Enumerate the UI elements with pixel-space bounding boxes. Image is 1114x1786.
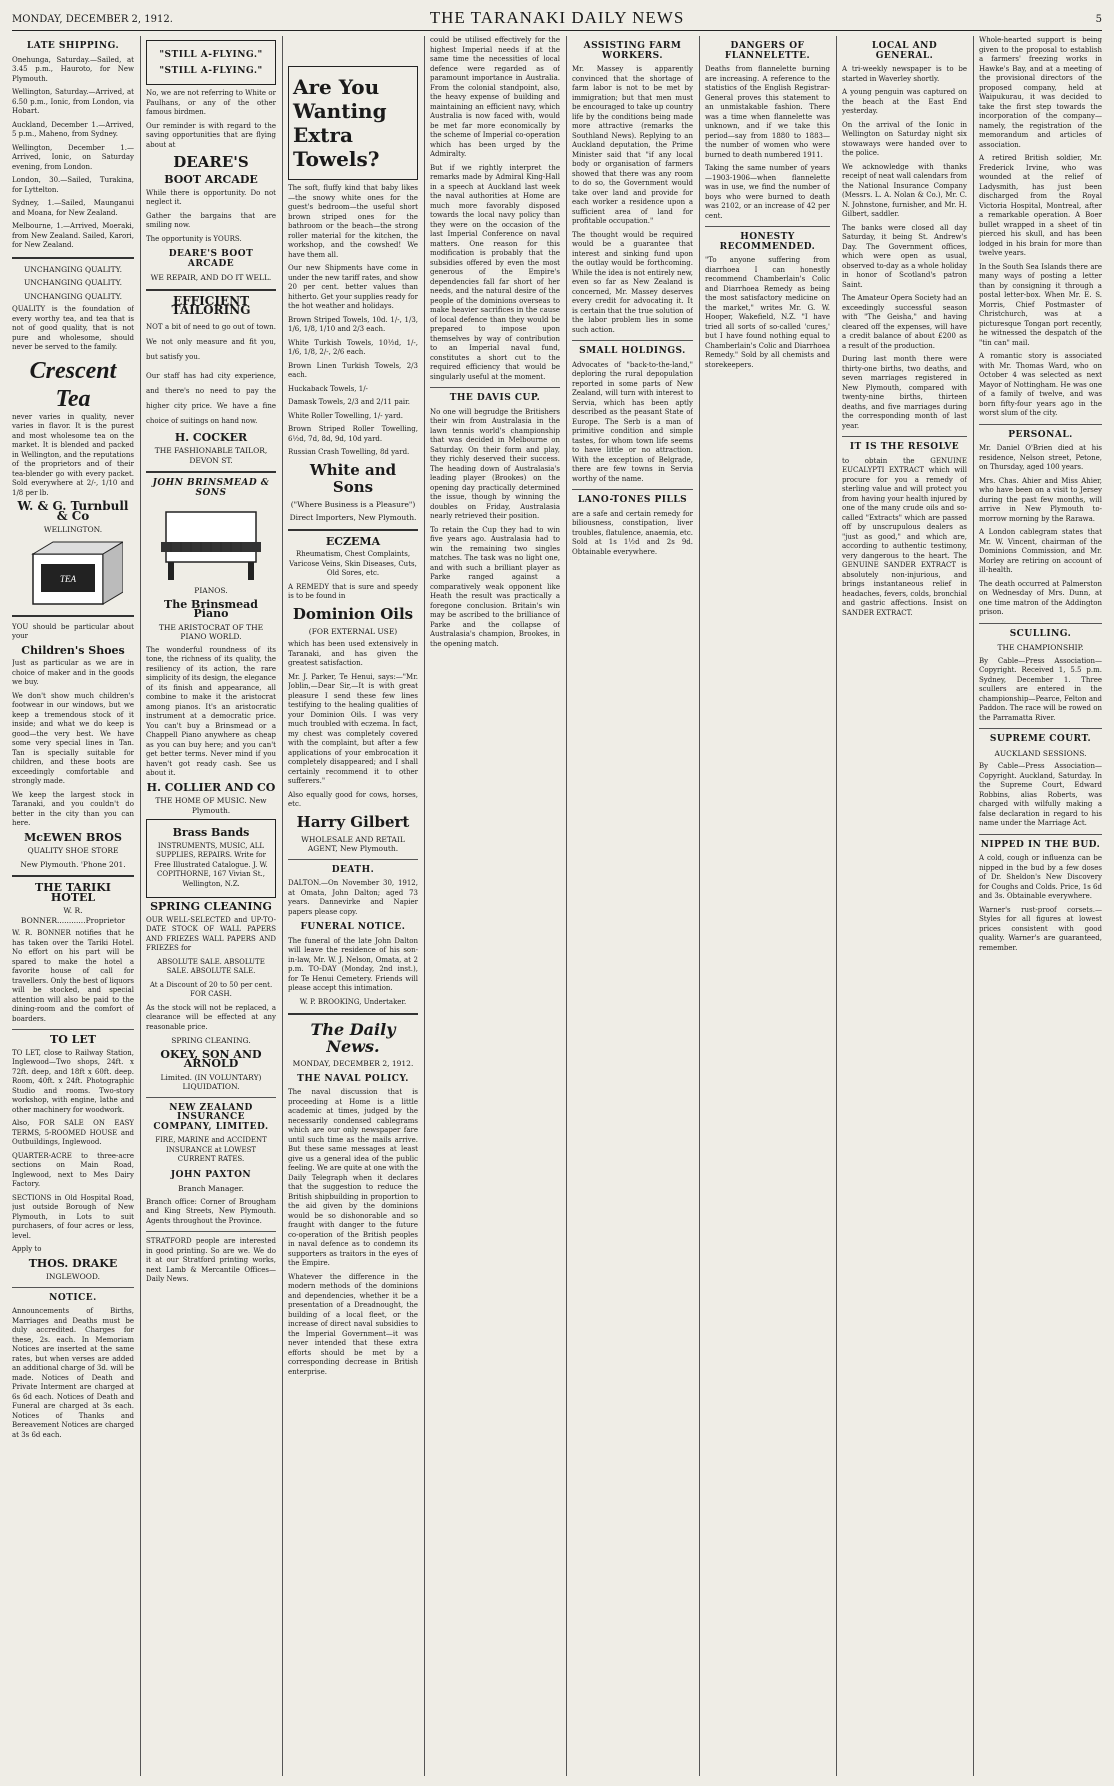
resolve-text: to obtain the GENUINE EUCALYPTI EXTRACT which will procure for you a remedy of sterling value and will protect you from having your health injured by one of the many crude oils and so-called "Extracts" which are passed off by unscrupulous dealers as "just as good," and which are, according to authentic testimony, very dangerous to the heart. The GENUINE SANDER EXTRACT is absolutely non-injurious, and brings instantaneous relief in headaches, fevers, colds, bronchial and gastric affections. Insist on SANDER EXTRACT. — [842, 456, 967, 617]
towel-item: Huckaback Towels, 1/- — [288, 384, 368, 393]
turnbull-city: WELLINGTON. — [43, 525, 103, 534]
paxton-name: JOHN PAXTON — [170, 1169, 252, 1180]
mcewen-name: McEWEN BROS — [24, 830, 122, 844]
gilbert-sub: WHOLESALE AND RETAIL AGENT, New Plymouth. — [301, 834, 405, 853]
still-flying: "STILL A-FLYING." — [159, 65, 263, 76]
towels-text: The soft, fluffy kind that baby likes—the snowy white ones for the guest's bedroom—the useful short brown striped ones for the bathroom or the beach—the strong roller material for the kitchen, the workshop, and the cowshed! We have them all. — [288, 184, 418, 259]
shipping-heading: LATE SHIPPING. — [26, 41, 120, 51]
naval-policy-heading: THE NAVAL POLICY. — [297, 1073, 409, 1084]
white-sons-address: Direct Importers, New Plymouth. — [289, 513, 417, 522]
header-date: MONDAY, DECEMBER 2, 1912. — [12, 14, 173, 25]
deare-sub: BOOT ARCADE — [164, 173, 258, 186]
naval-text: The naval discussion that is proceeding at Home is a little academic at times, judged by the necessarily condensed cablegrams which are our only newspaper fare until such time as the mails arrive. But these same messages at least give us a general idea of the public feeling. We are quite at one with the Daily Telegraph when it declares that the suggestion to reduce the British shipbuilding in proportion to the aid given by the dominions would be so dishonorable and so fraught with danger to the future co-operation of the British peoples in naval defence as to condemn its supporters as traitors in the eyes of the Empire. — [288, 1088, 418, 1267]
lano-tones-heading: LANO-TONES PILLS — [577, 495, 688, 505]
paxton-sub: Branch Manager. — [178, 1184, 244, 1193]
notice-text: Announcements of Births, Marriages and Deaths must be duly accredited. Charges for these, 2s. each. In Memoriam Notices are inserted at the same rates, but when verses are added an additional charge of 3d. will be made. Notices of Death and Private Interment are charged at 6s 6d each. Notices of Death and Funeral are charged at 3s each. Notices of Thanks and Bereavement Notices are charged at 3s 6d each. — [12, 1307, 134, 1439]
white-sons-sub: ("Where Business is a Pleasure") — [290, 499, 416, 509]
tolet-title: TO LET — [50, 1033, 96, 1046]
resolve-heading: IT IS THE RESOLVE — [849, 442, 960, 452]
shoes-text: Just as particular as we are in choice of maker and in the goods we buy. — [12, 659, 134, 686]
okey-sub: Limited. (IN VOLUNTARY) LIQUIDATION. — [160, 1072, 262, 1091]
shoes-text: We don't show much children's footwear in our windows, but we keep a tremendous stock of it inside; and what we do keep is good—the very best. We have some very special lines in Tan. Tan is specially suitable for children, and these boots are exceedingly comfortable and strongly made. — [12, 691, 134, 785]
undertaker: W. P. BROOKING, Undertaker. — [299, 997, 407, 1006]
tolet-text: QUARTER-ACRE to three-acre sections on Main Road, Inglewood, next to Mes Dairy Factory. — [12, 1151, 134, 1188]
paxton-address: Branch office: Corner of Brougham and King Streets, New Plymouth. Agents throughout the Province. — [146, 1197, 276, 1225]
apply-to: Apply to — [12, 1245, 42, 1253]
brinsmead-text: The wonderful roundness of its tone, the richness of its quality, the resiliency of its action, the rare simplicity of its design, the elegance of its finish and appearance, all combine to make it the aristocrat among pianos. It's an aristocratic instrument at a democratic price. You can't buy a Brinsmead or a Chappell Piano anywhere as cheap as you can buy here; and you can't get better terms. Never mind if you haven't got ready cash. See us about it. — [146, 645, 276, 777]
nipped-text: A cold, cough or influenza can be nipped in the bud by a few doses of Dr. Sheldon's New Discovery for Coughs and Colds. Price, 1s 6d and 3s. Obtainable everywhere. — [979, 854, 1102, 900]
shipping-item: Onehunga, Saturday.—Sailed, at 3.45 p.m., Hauroto, for New Plymouth. — [12, 55, 134, 83]
local-item: The banks were closed all day Saturday, it being St. Andrew's Day. The Government offices, which were open as usual, observed to-day as a whole holiday in honor of Scotland's patron Saint. — [842, 223, 967, 289]
brinsmead-sub: THE ARISTOCRAT OF THE PIANO WORLD. — [158, 622, 264, 641]
personal-item: Mr. Daniel O'Brien died at his residence, Nelson street, Petone, on Thursday, aged 100 years. — [979, 444, 1102, 471]
drake-name: THOS. DRAKE — [28, 1256, 118, 1270]
shipping-item: Wellington, Saturday.—Arrived, at 6.50 p.m., Ionic, from London, via Hobart. — [12, 88, 134, 115]
davis-cup-heading: THE DAVIS CUP. — [449, 393, 541, 403]
editorial-date: MONDAY, DECEMBER 2, 1912. — [292, 1059, 414, 1068]
column-rule — [836, 36, 837, 1776]
quality-line: UNCHANGING QUALITY. — [23, 291, 122, 301]
deare-title: DEARE'S — [173, 153, 249, 171]
towel-item: Russian Crash Towelling, 8d yard. — [288, 448, 410, 456]
column-3 — [288, 36, 418, 1776]
crescent-text: never varies in quality, never varies in flavor. It is the purest and most wholesome tea on the market. It is blended and packed in Wellington, and the reputations of the proprietors and of their tea-blender go with every packet. Sold everywhere at 2/-, 1/10 and 1/8 per lb. — [12, 412, 134, 497]
towel-item: White Roller Towelling, 1/- yard. — [288, 411, 404, 420]
flannelette-text: Deaths from flannelette burning are increasing. A reference to the statistics of the English Registrar-General proves this statement to an unmistakable fashion. There was a time when flannelette was unknown, and if we take this period—say from 1880 to 1883—the number of women who were burned to death numbered 1911. — [705, 65, 830, 159]
lano-tones-text: are a safe and certain remedy for biliousness, constipation, liver troubles, flatulence, anaemia, etc. Sold at 1s 1½d and 2s 9d. Obtainable everywhere. — [572, 509, 693, 556]
column-1 — [12, 36, 134, 1776]
still-text: No, we are not referring to White or Paulhans, or any of the other famous birdmen. — [146, 89, 276, 116]
deare-arcade: DEARE'S BOOT ARCADE — [168, 249, 254, 269]
local-item: The Amateur Opera Society had an exceedingly successful season with "The Geisha," and having cleared off the expenses, will have a credit balance of about £200 as a result of the production. — [842, 294, 967, 350]
mcewen-address: New Plymouth. 'Phone 201. — [20, 859, 126, 869]
deare-text: Gather the bargains that are smiling now. — [146, 211, 276, 229]
still-flying: "STILL A-FLYING." — [159, 50, 263, 60]
column-8 — [979, 36, 1102, 1776]
assisting-text: Mr. Massey is apparently convinced that the shortage of farm labor is not to be met by immigration; but that men must be encouraged to take up country life by the conditions being made more attractive (remarks the Southland News). Replying to an Auckland deputation, the Prime Minister said that "if any local body or organisation of farmers showed that there was any room to do so, the Government would take over land and provide for each worker a residence upon a sufficient area of land for profitable occupation." — [572, 65, 693, 225]
deare-repair: WE REPAIR, AND DO IT WELL. — [150, 273, 272, 282]
turnbull-name: W. & G. Turnbull & Co — [17, 499, 129, 523]
supreme-court-text: By Cable—Press Association—Copyright. Auckland, Saturday. In the Supreme Court, Edward Robbins, alias Roberts, was charged with wilfully making a false declaration in regard to his name under the Marriage Act. — [979, 762, 1102, 827]
brinsmead-title: The Brinsmead Piano — [164, 597, 258, 620]
shipping-item: Auckland, December 1.—Arrived, 5 p.m., Maheno, from Sydney. — [12, 120, 134, 138]
local-item: On the arrival of the Ionic in Wellington on Saturday night six stowaways were handed over to the police. — [842, 120, 967, 157]
eczema-text: A REMEDY that is sure and speedy is to be found in — [288, 582, 418, 600]
spring-cleaning-title: SPRING CLEANING — [150, 900, 272, 913]
honesty-text: "To anyone suffering from diarrhoea I can honestly recommend Chamberlain's Colic and Diarrhoea Remedy as being the most satisfactory medicine on the market," writes Mr. G. W. Hooper, Wakefield, N.Z. "I have tried all sorts of so-called 'cures,' but I have found nothing equal to Chamberlain's Colic and Diarrhoea Remedy." Sold by all chemists and storekeepers. — [705, 256, 830, 369]
cocker-name: H. COCKER — [174, 430, 248, 444]
towel-item: Brown Linen Turkish Towels, 2/3 each. — [288, 361, 418, 379]
column-rule — [566, 36, 567, 1776]
brass-bands-text: INSTRUMENTS, MUSIC, ALL SUPPLIES, REPAIRS. Write for Free Illustrated Catalogue. J. W. COPITHORNE, 167 Vivian St., Wellington, N.Z. — [154, 841, 268, 888]
local-item: We acknowledge with thanks receipt of neat wall calendars from the National Insurance Company (Messrs. L. A. Nolan & Co.), Mr. C. N. Johnstone, furnisher, and Mr. H. Gilbert, saddler. — [842, 162, 967, 218]
shoes-title: Children's Shoes — [21, 643, 125, 657]
tailoring-text: NOT a bit of need to go out of town. We not only measure and fit you, but satisfy you. — [146, 322, 276, 361]
tolet-text: Also, FOR SALE ON EASY TERMS, 5-ROOMED HOUSE and Outbuildings, Inglewood. — [12, 1119, 134, 1146]
shipping-item: London, 30.—Sailed, Turakina, for Lyttelton. — [12, 176, 134, 194]
shipping-item: Melbourne, 1.—Arrived, Moeraki, from New Zealand. Sailed, Karori, for New Zealand. — [12, 222, 134, 249]
local-general-heading: LOCAL AND GENERAL. — [871, 41, 938, 61]
tailoring-title: EFFICIENT TAILORING — [171, 293, 251, 317]
eczema-title: ECZEMA — [325, 534, 381, 548]
spring-text: As the stock will not be replaced, a clearance will be effected at any reasonable price. — [146, 1003, 276, 1031]
tariki-proprietor: W. R. BONNER............Proprietor — [20, 906, 126, 925]
funeral-heading: FUNERAL NOTICE. — [300, 922, 406, 932]
dominion-text: Also equally good for cows, horses, etc. — [288, 790, 418, 808]
news-item: A retired British soldier, Mr. Frederick Irvine, who was wounded at the relief of Ladysmith, has just been discharged from the Royal Victoria Hospital, Montreal, after a remarkable operation. A Boer bullet wrapped in a sheet of tin pierced his skull, and has been lodged in his brain for more than twelve years. — [979, 154, 1102, 257]
towel-item: White Turkish Towels, 10½d, 1/-, 1/6, 1/8, 2/-, 2/6 each. — [288, 338, 418, 356]
small-holdings-text: Advocates of "back-to-the-land," deploring the rural depopulation reported in some parts of New Zealand, will turn with interest to Servia, which has been aptly described as the peasant State of Europe. The Serb is a man of primitive condition and simple tastes, for whom town life seems to have little or no attraction. With the exception of Belgrade, there are few towns in Servia worthy of the name. — [572, 360, 693, 483]
davis-cup-text: To retain the Cup they had to win five years ago. Australasia had to win the remaining two singles matches. The task was no light one, and with such a brilliant player as Parke ranged against a comparatively weak opponent like Heath the result was practically a foregone conclusion. Britain's win may be ascribed to the brilliance of Parke and the collapse of Australasia's champion, Brookes, in the opening match. — [430, 525, 560, 648]
honesty-heading: HONESTY RECOMMENDED. — [719, 232, 816, 252]
crescent-tea-logo: Crescent Tea — [29, 357, 117, 412]
towel-item: Brown Striped Towels, 10d. 1/-, 1/3, 1/6, 1/8, 1/10 and 2/3 each. — [288, 315, 418, 333]
towels-headline: Are You Wanting Extra Towels? — [293, 75, 387, 171]
supreme-court-heading: SUPREME COURT. — [989, 734, 1092, 744]
assisting-heading: ASSISTING FARM WORKERS. — [583, 41, 682, 61]
eczema-sub: Rheumatism, Chest Complaints, Varicose Veins, Skin Diseases, Cuts, Old Sores, etc. — [289, 550, 417, 577]
tolet-text: SECTIONS in Old Hospital Road, just outside Borough of New Plymouth, in Lots to suit purchasers, of four acres or less, level. — [12, 1193, 134, 1240]
dominion-text: which has been used extensively in Taranaki, and has given the greatest satisfaction. — [288, 640, 418, 667]
column-rule — [282, 36, 283, 1776]
shoes-intro: YOU should be particular about your — [12, 622, 134, 640]
page-number: 5 — [1095, 14, 1102, 25]
masthead-title: THE TARANAKI DAILY NEWS — [429, 8, 685, 27]
notice-title: NOTICE. — [49, 1292, 97, 1303]
news-item: Whole-hearted support is being given to the proposal to establish a farmers' freezing works in Hawke's Bay, and at a meeting of the provisional directors of the proposed company, held at Waipukurau, it was decided to take the first step towards the incorporation of the company—namely, the registration of the memorandum and articles of association. — [979, 36, 1102, 149]
collier-name: H. COLLIER AND CO — [146, 780, 276, 794]
page-header — [12, 8, 1102, 31]
nz-insurance-text: FIRE, MARINE and ACCIDENT INSURANCE at LOWEST CURRENT RATES. — [155, 1136, 267, 1163]
column-rule — [424, 36, 425, 1776]
deare-text: While there is opportunity. Do not neglect it. — [146, 188, 276, 206]
dominion-oils-sub: (FOR EXTERNAL USE) — [308, 626, 398, 636]
death-heading: DEATH. — [331, 864, 375, 875]
column-rule — [140, 36, 141, 1776]
tea-packet-illustration — [23, 539, 123, 609]
daily-news-masthead: The Daily News. — [310, 1020, 396, 1056]
brinsmead-logo: JOHN BRINSMEAD & SONS — [152, 478, 270, 498]
news-item: In the South Sea Islands there are many ways of posting a letter than by consigning it through a postal letter-box. When Mr. E. S. Morris, Chief Postmaster of Christchurch, was at a picturesque Tongan port recently, he witnessed the despatch of the "tin can" mail. — [979, 262, 1102, 347]
small-holdings-heading: SMALL HOLDINGS. — [579, 346, 686, 356]
flannelette-heading: DANGERS OF FLANNELETTE. — [724, 41, 811, 61]
brass-bands-title: Brass Bands — [172, 826, 250, 839]
local-item: During last month there were thirty-one births, two deaths, and seven marriages registered in New Plymouth, compared with twenty-nine births, thirteen deaths, and five marriages during the corresponding month of last year. — [842, 355, 967, 430]
white-sons-title: White and Sons — [309, 460, 397, 496]
sculling-text: By Cable—Press Association—Copyright. Received 1, 5.5 p.m. Sydney, December 1. Three scullers are entered in the championship—Pearce, Felton and Paddon. The race will be rowed on the Parramatta River. — [979, 656, 1102, 722]
sculling-sub: THE CHAMPIONSHIP. — [997, 643, 1084, 652]
funeral-text: The funeral of the late John Dalton will leave the residence of his son-in-law, Mr. W. J. Nelson, Omata, at 2 p.m. TO-DAY (Monday, 2nd inst.), for Te Henui Cemetery. Friends will please accept this intimation. — [288, 936, 418, 992]
quality-line: UNCHANGING QUALITY. — [23, 264, 122, 274]
assisting-text: The thought would be required would be a guarantee that interest and sinking fund upon the outlay would be forthcoming. While the idea is not entirely new, even so far as New Zealand is concerned, Mr. Massey deserves every credit for advocating it. It is certain that the true solution of the labor problem lies in some such action. — [572, 230, 693, 334]
naval-text: Whatever the difference in the modern methods of the dominions and dependencies, whether it be a presentation of a Dreadnought, the building of a local fleet, or the increase of direct naval subsidies to the Imperial Government—it was never intended that these extra efforts should be met by a corresponding decrease in British enterprise. — [288, 1272, 418, 1376]
naval-continued: could be utilised effectively for the highest Imperial needs if at the same time the necessities of local defence were regarded as of paramount importance in Australia. From the colonial standpoint, also, the heavy expense of building and maintaining an efficient navy, which Australia is now faced with, would be met far more economically by the scheme of Imperial co-operation which has been urged by the Admiralty. — [430, 36, 560, 158]
personal-item: A London cablegram states that Mr. W. Vincent, chairman of the Dominions Commission, and Mr. Morley are retiring on account of ill-health. — [979, 528, 1102, 574]
pianos-label: PIANOS. — [194, 586, 228, 595]
gilbert-name: Harry Gilbert — [296, 812, 410, 831]
mcewen-sub: QUALITY SHOE STORE — [27, 846, 119, 855]
nz-insurance-title: NEW ZEALAND INSURANCE COMPANY, LIMITED. — [153, 1102, 269, 1132]
warner-text: Warner's rust-proof corsets.—Styles for all figures at lowest prices consistent with good quality. Warner's are guaranteed, remember. — [979, 905, 1102, 952]
collier-sub: THE HOME OF MUSIC. New Plymouth. — [155, 796, 267, 815]
column-2 — [146, 36, 276, 1776]
spring-text: OUR WELL-SELECTED and UP-TO-DATE STOCK OF WALL PAPERS AND FRIEZES WALL PAPERS AND FRIEZES for — [146, 915, 276, 952]
flannelette-text: Taking the same number of years—1903-1906—when flannelette was in use, we find the number of boys who were burned to death was 2102, or an increase of 42 per cent. — [705, 164, 830, 220]
spring-small: SPRING CLEANING. — [171, 1036, 251, 1045]
deare-text: The opportunity is YOURS. — [146, 234, 242, 243]
towel-item: Damask Towels, 2/3 and 2/11 pair. — [288, 398, 410, 406]
naval-continued: But if we rightly interpret the remarks made by Admiral King-Hall in a speech at Auckland last week the naval authorities at Home are much more favorably disposed towards the local navy policy than they were on the occasion of the last Imperial Conference on naval matters. One reason for this modification is probably that the subsidies offered by even the most generous of the Empire's dependencies fall far short of her needs, and the natural desire of the people of the dominions overseas to make heavier sacrifices in the cause of local defence than they would be prepared to impose upon themselves by way of contribution to an Imperial naval fund, constitutes a short cut to the required efficiency that would be singularly useful at the moment. — [430, 163, 560, 381]
death-text: DALTON.—On November 30, 1912, at Omata, John Dalton; aged 73 years. Dannevirke and Napier papers please copy. — [288, 879, 418, 916]
news-item: A romantic story is associated with Mr. Thomas Ward, who on October 4 was selected as next Mayor of Nottingham. He was one of a family of twelve, and was born fifty-four years ago in the worst slum of the city. — [979, 352, 1102, 417]
column-6 — [705, 36, 830, 1776]
quality-line: UNCHANGING QUALITY. — [23, 278, 122, 287]
column-rule — [699, 36, 700, 1776]
tolet-text: TO LET, close to Railway Station, Inglewood—Two shops, 24ft. x 72ft. deep, and 18ft x 60ft. deep. Room, 40ft. x 24ft. Photographic Studio and rooms. Two-story workshop, with engine, lathe and other machinery for woodwork. — [12, 1048, 134, 1114]
spring-text: At a Discount of 20 to 50 per cent. FOR CASH. — [149, 980, 273, 998]
nipped-heading: NIPPED IN THE BUD. — [980, 839, 1101, 850]
tailoring-text: Our staff has had city experience, and there's no need to pay the higher city price. We have a fine choice of suitings on hand now. — [146, 371, 276, 425]
column-7 — [842, 36, 967, 1776]
quality-text: QUALITY is the foundation of every worthy tea, and tea that is not of good quality, that is not pure and wholesome, should never be served to the family. — [12, 305, 134, 351]
column-5 — [572, 36, 693, 1776]
tariki-text: W. R. BONNER notifies that he has taken over the Tariki Hotel. No effort on his part will be spared to make the hotel a favorite house of call for travellers. Only the best of liquors will be stocked, and special attention will also be paid to the dining-room and the comfort of boarders. — [12, 929, 134, 1023]
cocker-sub: THE FASHIONABLE TAILOR, DEVON ST. — [154, 446, 268, 465]
piano-illustration — [156, 502, 266, 582]
local-item: A young penguin was captured on the beach at the East End yesterday. — [842, 88, 967, 115]
sculling-heading: SCULLING. — [1009, 628, 1072, 639]
tariki-title: THE TARIKI HOTEL — [35, 881, 111, 904]
okey-name: OKEY, SON AND ARNOLD — [160, 1047, 262, 1070]
column-rule — [973, 36, 974, 1776]
spring-text: ABSOLUTE SALE. ABSOLUTE SALE. ABSOLUTE SALE. — [157, 957, 265, 975]
supreme-court-sub: AUCKLAND SESSIONS. — [994, 748, 1087, 758]
shoes-text: We keep the largest stock in Taranaki, and you couldn't do better in the city than you can here. — [12, 790, 134, 827]
towel-item: Brown Striped Roller Towelling, 6½d, 7d, 8d, 9d, 10d yard. — [288, 425, 418, 443]
towels-text: Our new Shipments have come in under the new tariff rates, and show 20 per cent. better values than hitherto. Get your supplies ready for the hot weather and holidays. — [288, 264, 418, 310]
personal-item: The death occurred at Palmerston on Wednesday of Mrs. Dunn, at one time matron of the Addington prison. — [979, 579, 1102, 616]
local-item: A tri-weekly newspaper is to be started in Waverley shortly. — [842, 65, 967, 83]
dominion-text: Mr. J. Parker, Te Henui, says:—"Mr. Joblin,—Dear Sir,—It is with great pleasure I send these few lines testifying to the healing qualities of your Dominion Oils. I was very much troubled with eczema. In fact, my chest was completely covered with the complaint, but after a few applications of your embrocation it completely disappeared; and I shall certainly recommend it to other sufferers." — [288, 672, 418, 785]
stratford-notice: STRATFORD people are interested in good printing. So are we. We do it at our Stratford printing works, next Lamb & Mercantile Offices—Daily News. — [146, 1237, 276, 1283]
still-text: Our reminder is with regard to the saving opportunities that are flying about at — [146, 121, 276, 149]
personal-item: Mrs. Chas. Ahier and Miss Ahier, who have been on a visit to Jersey during the past few months, will arrive in New Plymouth to-morrow morning by the Rarawa. — [979, 476, 1102, 523]
drake-city: INGLEWOOD. — [45, 1272, 101, 1281]
davis-cup-text: No one will begrudge the Britishers their win from Australasia in the lawn tennis world's championship that was decided in Melbourne on Saturday. On their form and play, they richly deserved their success. The heading down of Australasia's leading player (Brookes) on the opening day practically determined the issue, though by winning the doubles on Friday, Australasia nearly retrieved their position. — [430, 407, 560, 520]
svg-text:TEA: TEA — [59, 573, 77, 584]
shipping-item: Wellington, December 1.—Arrived, Ionic, on Saturday evening, from London. — [12, 143, 134, 171]
dominion-oils-title: Dominion Oils — [292, 604, 414, 623]
personal-heading: PERSONAL. — [1008, 429, 1073, 440]
shipping-item: Sydney, 1.—Sailed, Maunganui and Moana, for New Zealand. — [12, 199, 134, 217]
column-4 — [430, 36, 560, 1776]
